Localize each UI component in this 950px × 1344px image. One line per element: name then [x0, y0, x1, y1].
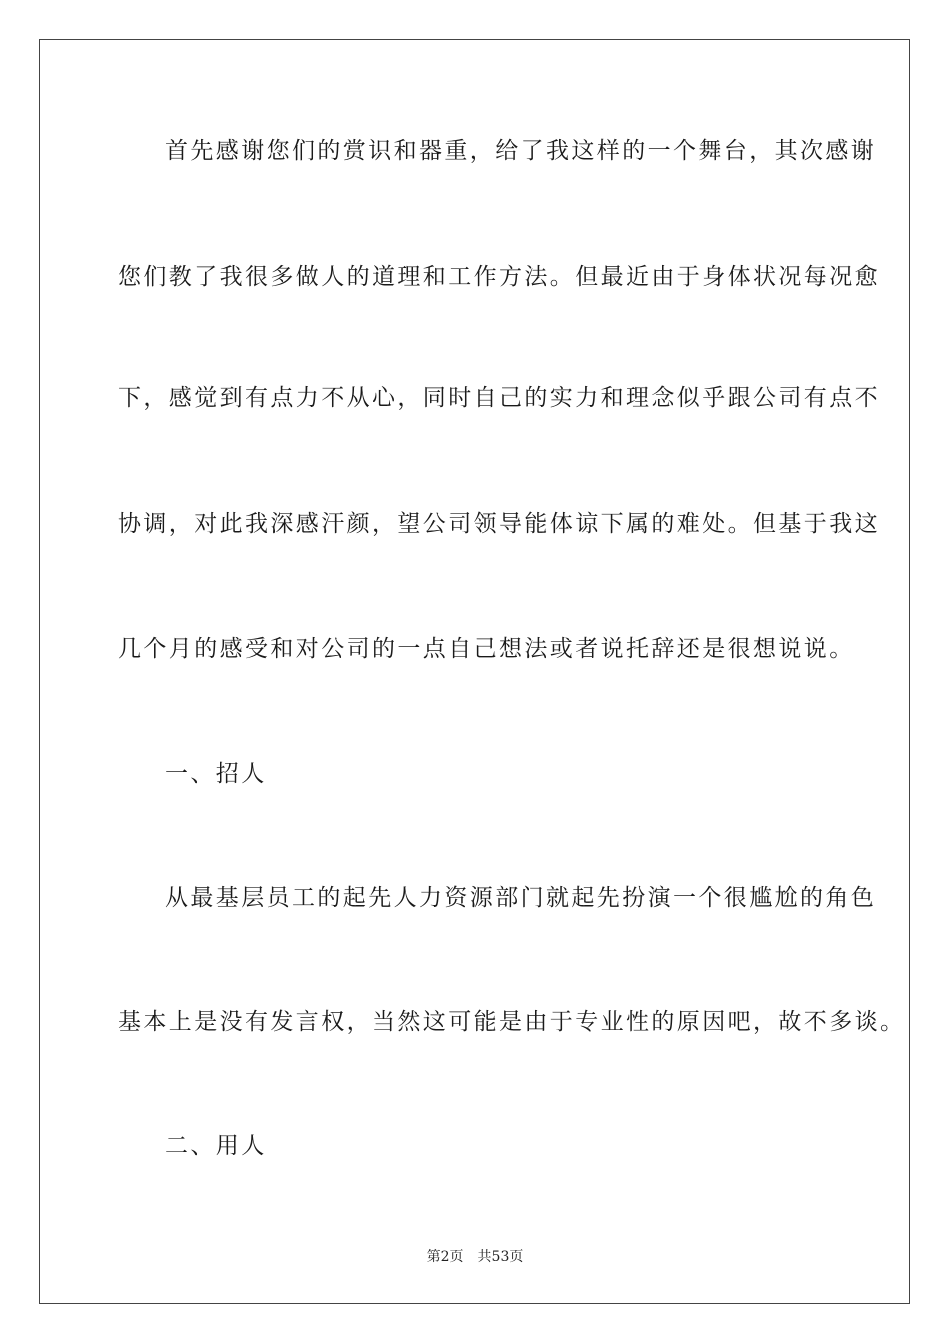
paragraph-line-5: 几个月的感受和对公司的一点自己想法或者说托辞还是很想说说。 — [118, 636, 855, 662]
paragraph-line-6: 从最基层员工的起先人力资源部门就起先扮演一个很尴尬的角色 — [165, 885, 877, 911]
paragraph-line-1: 首先感谢您们的赏识和器重，给了我这样的一个舞台，其次感谢 — [165, 138, 877, 164]
paragraph-line-7: 基本上是没有发言权，当然这可能是由于专业性的原因吧，故不多谈。 — [118, 1009, 906, 1035]
paragraph-line-2: 您们教了我很多做人的道理和工作方法。但最近由于身体状况每况愈 — [118, 264, 880, 290]
paragraph-line-4: 协调，对此我深感汗颜，望公司领导能体谅下属的难处。但基于我这 — [118, 511, 880, 537]
section-heading-2: 二、用人 — [165, 1133, 267, 1159]
paragraph-line-3: 下，感觉到有点力不从心，同时自己的实力和理念似乎跟公司有点不 — [118, 385, 880, 411]
section-heading-1: 一、招人 — [165, 761, 267, 787]
page-frame — [39, 39, 910, 1304]
page-number-footer: 第2页 共53页 — [426, 1249, 524, 1265]
